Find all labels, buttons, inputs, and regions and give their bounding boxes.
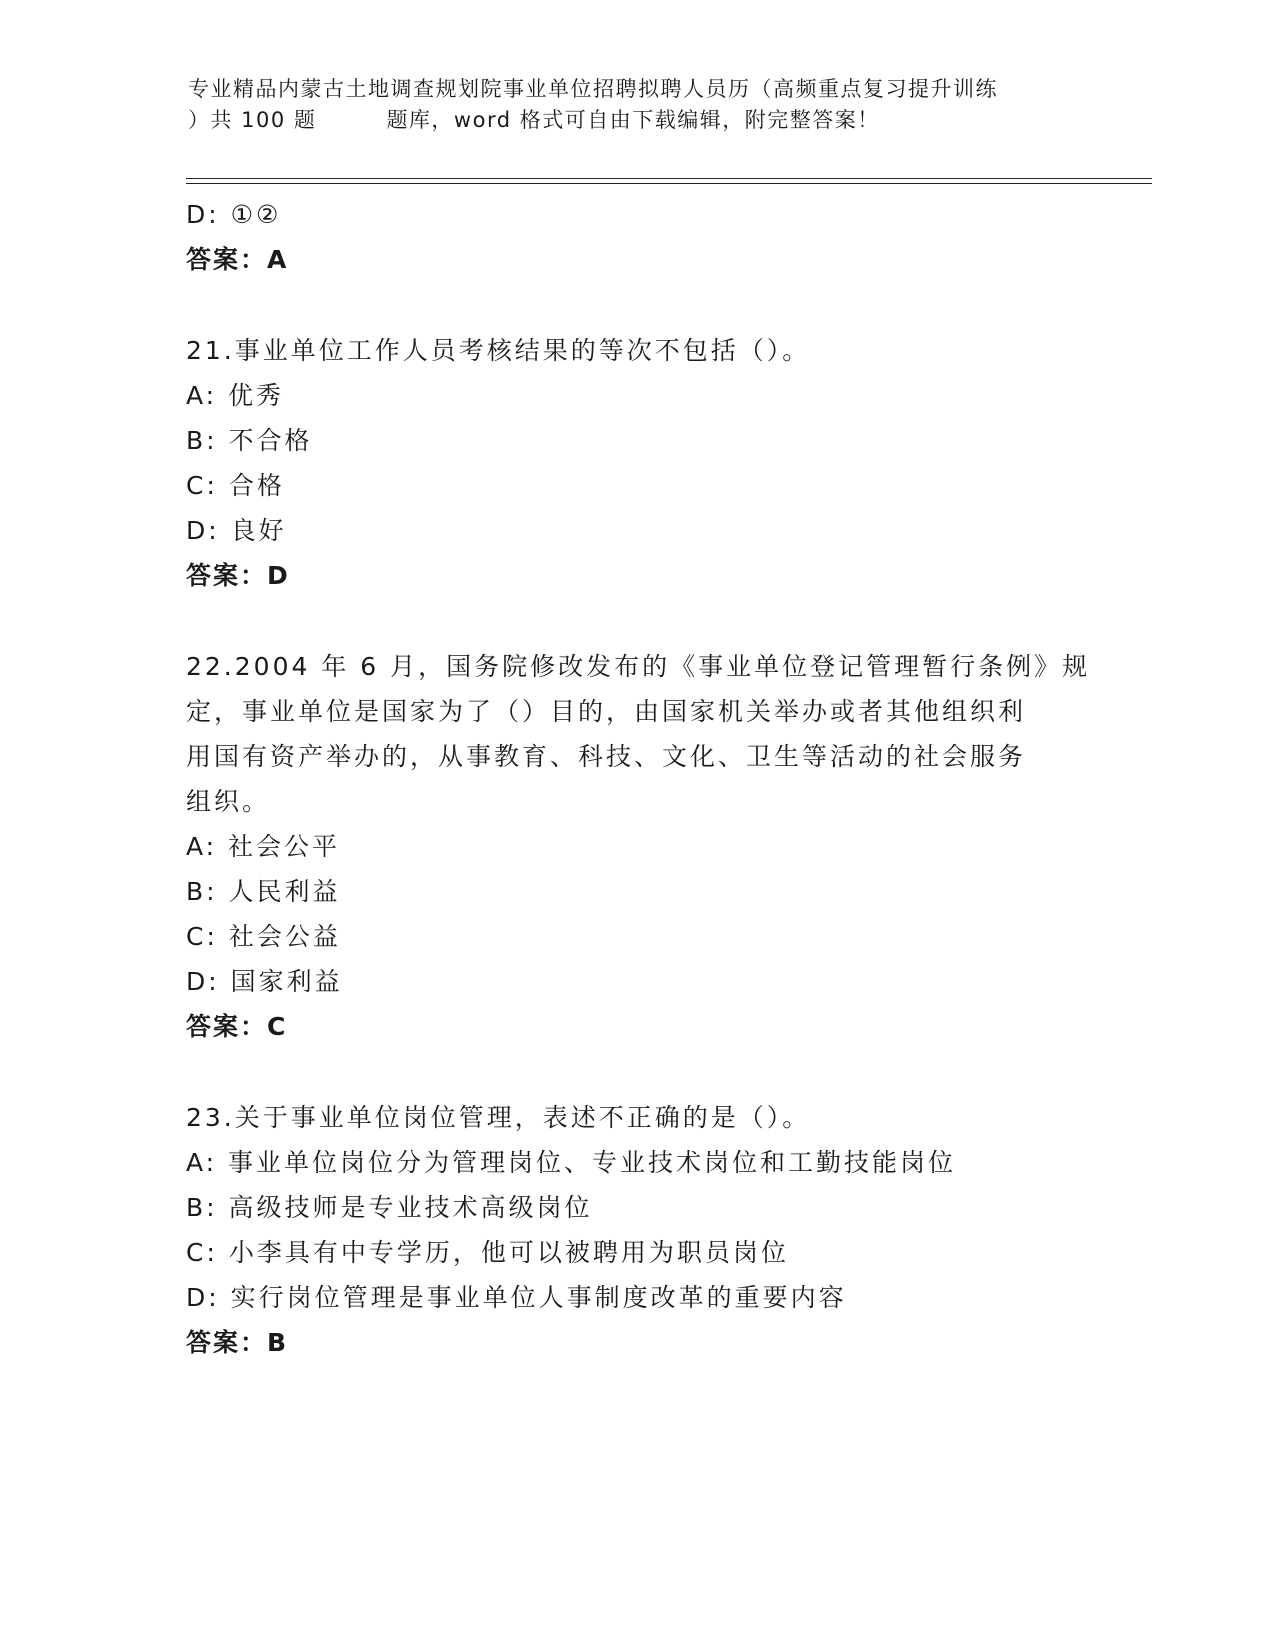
question-content: [186, 192, 1091, 1366]
option-b: B: 不合格: [186, 426, 313, 455]
prev-answer: 答案：A: [186, 245, 289, 274]
option-d: D: 良好: [186, 516, 287, 545]
option-a: A: 优秀: [186, 381, 285, 410]
question-stem-line-1: 22.2004 年 6 月，国务院修改发布的《事业单位登记管理暂行条例》规: [186, 652, 1091, 681]
option-b: B: 高级技师是专业技术高级岗位: [186, 1193, 593, 1222]
option-a: A: 社会公平: [186, 832, 341, 861]
option-c: C: 小李具有中专学历，他可以被聘用为职员岗位: [186, 1238, 789, 1267]
option-c: C: 合格: [186, 471, 285, 500]
question-21: [186, 328, 1086, 599]
header-divider-bottom: [186, 183, 1152, 184]
question-22: [186, 644, 1091, 1050]
option-c: C: 社会公益: [186, 922, 341, 951]
question-stem-line-4: 组织。: [186, 787, 271, 816]
option-d: D: 实行岗位管理是事业单位人事制度改革的重要内容: [186, 1283, 847, 1312]
header-line-2: [188, 105, 1088, 136]
prev-option-d: D: ①②: [186, 200, 282, 229]
option-d: D: 国家利益: [186, 967, 343, 996]
answer: 答案：B: [186, 1328, 289, 1357]
header-line-1: 专业精品内蒙古土地调查规划院事业单位招聘拟聘人员历（高频重点复习提升训练: [188, 77, 998, 101]
question-23: [186, 1095, 1086, 1366]
header-line-2-note: 题库，word 格式可自由下载编辑，附完整答案！: [386, 108, 880, 132]
answer: 答案：D: [186, 561, 290, 590]
page-header: [188, 74, 1088, 136]
option-b: B: 人民利益: [186, 877, 341, 906]
question-stem: 21.事业单位工作人员考核结果的等次不包括（）。: [186, 336, 811, 365]
header-divider-top: [186, 178, 1152, 179]
question-stem-line-2: 定，事业单位是国家为了（）目的，由国家机关举办或者其他组织利: [186, 697, 1027, 726]
question-stem-line-3: 用国有资产举办的，从事教育、科技、文化、卫生等活动的社会服务: [186, 742, 1027, 771]
question-stem: 23.关于事业单位岗位管理，表述不正确的是（）。: [186, 1103, 811, 1132]
answer: 答案：C: [186, 1012, 288, 1041]
header-line-2-count: ）共 100 题: [188, 108, 317, 132]
option-a: A: 事业单位岗位分为管理岗位、专业技术岗位和工勤技能岗位: [186, 1148, 957, 1177]
